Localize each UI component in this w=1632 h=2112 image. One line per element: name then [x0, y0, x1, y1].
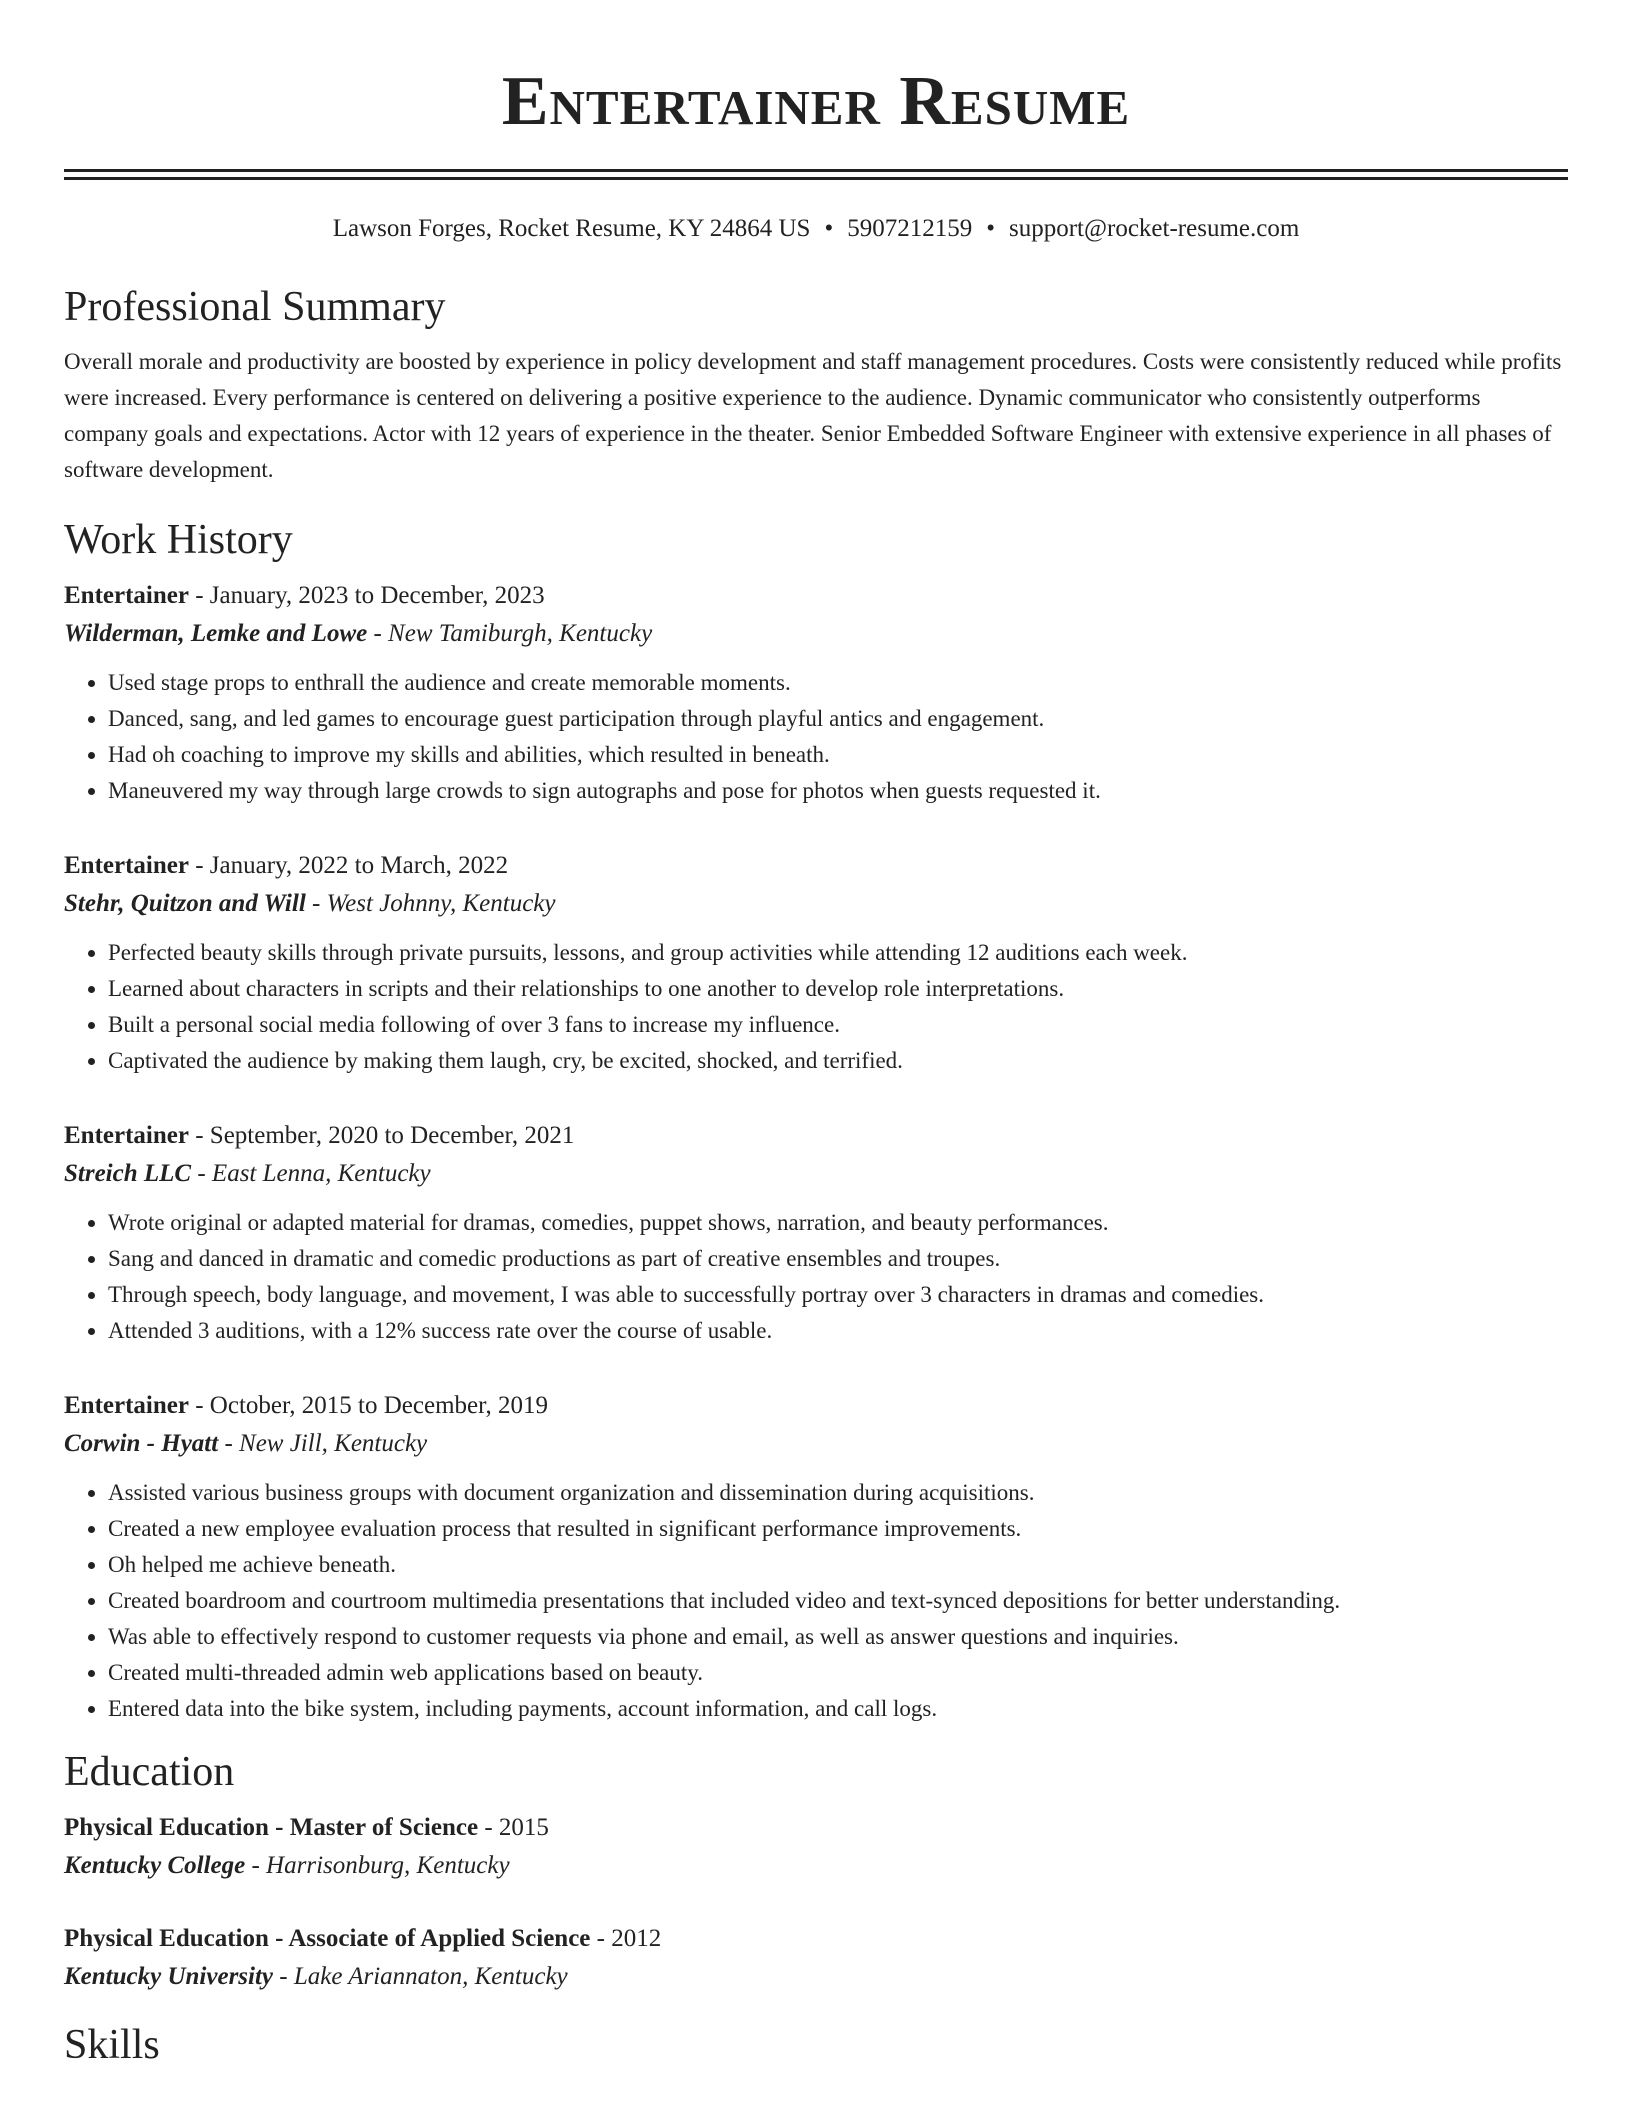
- job-bullets: [64, 1475, 1568, 1727]
- education-degree: Physical Education - Master of Science: [64, 1814, 479, 1841]
- job-bullet: • Attended 3 auditions, with a 12% success rate over the course of usable.: [108, 1313, 1568, 1349]
- job-bullet: • Through speech, body language, and movement, I was able to successfully portray over 3 characters in dramas and comedies.: [108, 1277, 1568, 1313]
- education-school-line: [64, 1958, 1568, 1996]
- job-role: Entertainer: [64, 852, 189, 879]
- section-heading-skills: Skills: [64, 2022, 160, 2068]
- job-company: Wilderman, Lemke and Lowe: [64, 620, 368, 647]
- section-skills: [64, 2020, 1568, 2070]
- education-degree-line: [64, 1920, 1568, 1958]
- job-company: Corwin - Hyatt: [64, 1430, 219, 1457]
- job-bullet: • Learned about characters in scripts and their relationships to one another to develop role interpretations.: [108, 971, 1568, 1007]
- job-entry: [64, 577, 1568, 809]
- job-bullet: • Entered data into the bike system, including payments, account information, and call logs.: [108, 1691, 1568, 1727]
- job-bullet: • Assisted various business groups with document organization and dissemination during acquisitions.: [108, 1475, 1568, 1511]
- job-bullet: • Danced, sang, and led games to encourage guest participation through playful antics and engagement.: [108, 701, 1568, 737]
- job-bullet: • Had oh coaching to improve my skills and abilities, which resulted in beneath.: [108, 737, 1568, 773]
- job-dates: - January, 2023 to December, 2023: [188, 582, 545, 609]
- education-entry: [64, 1920, 1568, 1996]
- job-bullet: • Sang and danced in dramatic and comedic productions as part of creative ensembles and troupes.: [108, 1241, 1568, 1277]
- education-year: - 2012: [590, 1925, 662, 1952]
- contact-address: Lawson Forges, Rocket Resume, KY 24864 US: [332, 215, 811, 242]
- job-bullet: • Created boardroom and courtroom multimedia presentations that included video and text-synced depositions for better understanding.: [108, 1583, 1568, 1619]
- education-degree-line: [64, 1809, 1568, 1847]
- education-school: Kentucky University: [64, 1963, 274, 1990]
- job-bullets: [64, 935, 1568, 1079]
- contact-phone: 5907212159: [847, 215, 973, 242]
- section-heading-summary: Professional Summary: [64, 284, 446, 330]
- job-role: Entertainer: [64, 582, 189, 609]
- job-title-line: [64, 577, 1568, 615]
- job-bullets: [64, 1205, 1568, 1349]
- job-company-line: [64, 885, 1568, 923]
- job-bullet: • Created a new employee evaluation process that resulted in significant performance improvements.: [108, 1511, 1568, 1547]
- title-rule-bottom: [64, 177, 1568, 180]
- job-dates: - January, 2022 to March, 2022: [188, 852, 509, 879]
- education-entry: [64, 1809, 1568, 1885]
- resume-title: Entertainer Resume: [501, 63, 1131, 140]
- contact-separator: •: [986, 215, 995, 242]
- section-heading-work: Work History: [64, 517, 293, 563]
- job-location: - New Jill, Kentucky: [218, 1430, 428, 1457]
- section-work-history: [64, 515, 1568, 1727]
- education-location: - Harrisonburg, Kentucky: [245, 1852, 510, 1879]
- job-bullet: • Oh helped me achieve beneath.: [108, 1547, 1568, 1583]
- section-heading-education: Education: [64, 1749, 235, 1795]
- summary-text: Overall morale and productivity are boosted by experience in policy development and staff management procedures. Costs were consistently reduced while profits were increased. Every performance is centered on delivering a positive experience to the audience. Dynamic communicator who consistently outperforms company goals and expectations. Actor with 12 years of experience in the theater. Senior Embedded Software Engineer with extensive experience in all phases of software development.: [64, 349, 1562, 482]
- contact-separator: •: [824, 215, 834, 242]
- job-role: Entertainer: [64, 1122, 189, 1149]
- job-bullet: • Perfected beauty skills through private pursuits, lessons, and group activities while attending 12 auditions each week.: [108, 935, 1568, 971]
- job-bullet: • Captivated the audience by making them laugh, cry, be excited, shocked, and terrified.: [108, 1043, 1568, 1079]
- job-bullet: • Created multi-threaded admin web applications based on beauty.: [108, 1655, 1568, 1691]
- contact-email: support@rocket-resume.com: [1008, 215, 1300, 242]
- contact-line: [64, 214, 1568, 244]
- job-bullet: • Wrote original or adapted material for dramas, comedies, puppet shows, narration, and beauty performances.: [108, 1205, 1568, 1241]
- job-dates: - October, 2015 to December, 2019: [188, 1392, 548, 1419]
- job-bullet: • Was able to effectively respond to customer requests via phone and email, as well as answer questions and inquiries.: [108, 1619, 1568, 1655]
- job-entry: [64, 847, 1568, 1079]
- job-role: Entertainer: [64, 1392, 189, 1419]
- job-company-line: [64, 615, 1568, 653]
- job-title-line: [64, 1387, 1568, 1425]
- job-bullet: • Built a personal social media following of over 3 fans to increase my influence.: [108, 1007, 1568, 1043]
- job-bullet: • Used stage props to enthrall the audience and create memorable moments.: [108, 665, 1568, 701]
- job-company: Streich LLC: [64, 1160, 192, 1187]
- resume-page: [64, 0, 1568, 2070]
- job-company-line: [64, 1155, 1568, 1193]
- job-company-line: [64, 1425, 1568, 1463]
- section-education: [64, 1747, 1568, 1996]
- job-title-line: [64, 847, 1568, 885]
- job-entry: [64, 1387, 1568, 1727]
- education-location: - Lake Ariannaton, Kentucky: [273, 1963, 568, 1990]
- education-degree: Physical Education - Associate of Applied Science: [64, 1925, 591, 1952]
- education-school: Kentucky College: [64, 1852, 246, 1879]
- job-bullet: • Maneuvered my way through large crowds to sign autographs and pose for photos when guests requested it.: [108, 773, 1568, 809]
- job-title-line: [64, 1117, 1568, 1155]
- job-location: - East Lenna, Kentucky: [191, 1160, 431, 1187]
- job-location: - New Tamiburgh, Kentucky: [367, 620, 653, 647]
- education-school-line: [64, 1847, 1568, 1885]
- job-bullets: [64, 665, 1568, 809]
- job-dates: - September, 2020 to December, 2021: [188, 1122, 575, 1149]
- job-location: - West Johnny, Kentucky: [305, 890, 556, 917]
- education-year: - 2015: [478, 1814, 549, 1841]
- job-entry: [64, 1117, 1568, 1349]
- title-rule-top: [64, 169, 1568, 172]
- job-company: Stehr, Quitzon and Will: [64, 890, 306, 917]
- section-professional-summary: [64, 282, 1568, 488]
